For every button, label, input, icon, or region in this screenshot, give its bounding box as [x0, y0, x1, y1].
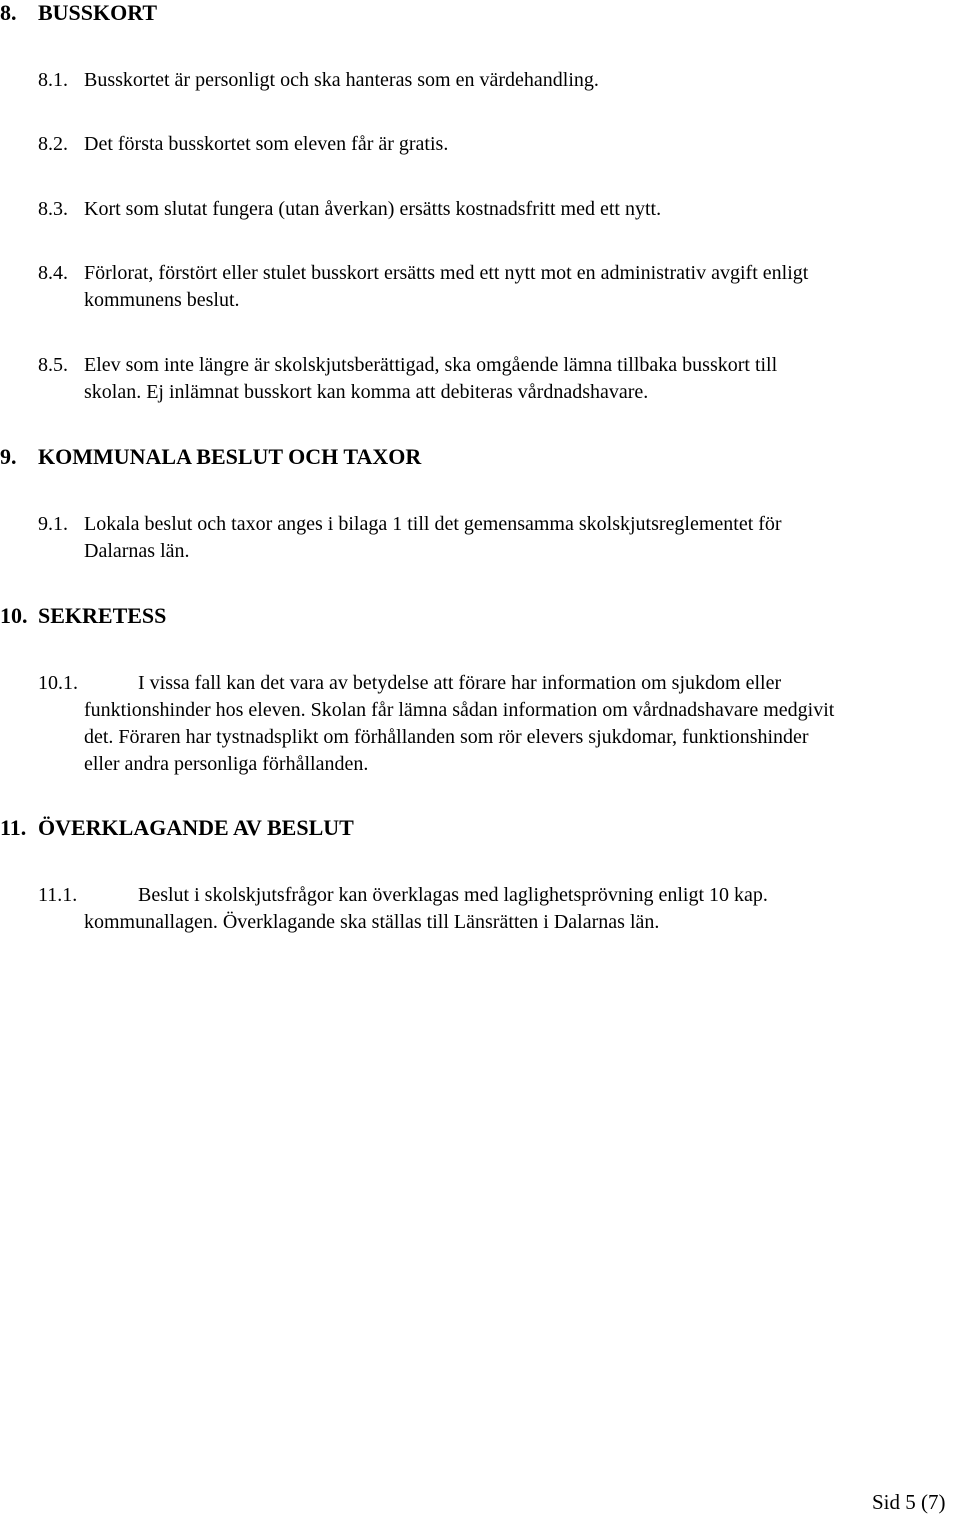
item-text-line: Kort som slutat fungera (utan åverkan) ersätts kostnadsfritt med ett nytt.: [84, 198, 662, 220]
item-text-line: I vissa fall kan det vara av betydelse att förare har information om sjukdom eller: [138, 672, 782, 694]
section-heading: ÖVERKLAGANDE AV BESLUT: [38, 815, 354, 840]
item-text-line: Dalarnas län.: [84, 540, 190, 562]
item-text-line: Förlorat, förstört eller stulet busskort ersätts med ett nytt mot en administrativ avgift enligt: [84, 262, 809, 284]
section-number: 8.: [0, 0, 17, 25]
item-text-line: Busskortet är personligt och ska hanteras som en värdehandling.: [84, 69, 599, 91]
item-text-line: Beslut i skolskjutsfrågor kan överklagas med laglighetsprövning enligt 10 kap.: [138, 884, 768, 906]
item-text-line: skolan. Ej inlämnat busskort kan komma att debiteras vårdnadshavare.: [84, 381, 649, 403]
section-number: 11.: [0, 815, 27, 840]
item-number: 8.2.: [38, 133, 68, 155]
item-text-line: funktionshinder hos eleven. Skolan får lämna sådan information om vårdnadshavare medgivit: [84, 699, 835, 721]
section-heading: BUSSKORT: [38, 0, 158, 25]
item-text-line: Det första busskortet som eleven får är gratis.: [84, 133, 449, 155]
section-heading: KOMMUNALA BESLUT OCH TAXOR: [38, 444, 422, 469]
item-number: 10.1.: [38, 672, 78, 694]
item-number: 11.1.: [38, 884, 78, 906]
item-text-line: eller andra personliga förhållanden.: [84, 753, 369, 775]
item-text-line: Elev som inte längre är skolskjutsberättigad, ska omgående lämna tillbaka busskort till: [84, 354, 778, 376]
section-number: 10.: [0, 603, 28, 628]
section-heading: SEKRETESS: [38, 603, 167, 628]
item-text-line: kommunallagen. Överklagande ska ställas till Länsrätten i Dalarnas län.: [84, 911, 660, 933]
section-number: 9.: [0, 444, 17, 469]
item-number: 8.5.: [38, 354, 68, 376]
item-number: 8.1.: [38, 69, 68, 91]
item-number: 8.4.: [38, 262, 68, 284]
item-text-line: Lokala beslut och taxor anges i bilaga 1 till det gemensamma skolskjutsreglementet för: [84, 513, 782, 535]
item-number: 8.3.: [38, 198, 68, 220]
item-number: 9.1.: [38, 513, 68, 535]
item-text-line: det. Föraren har tystnadsplikt om förhållanden som rör elevers sjukdomar, funktionshinder: [84, 726, 809, 748]
page-number: Sid 5 (7): [872, 1490, 946, 1514]
item-text-line: kommunens beslut.: [84, 289, 240, 311]
